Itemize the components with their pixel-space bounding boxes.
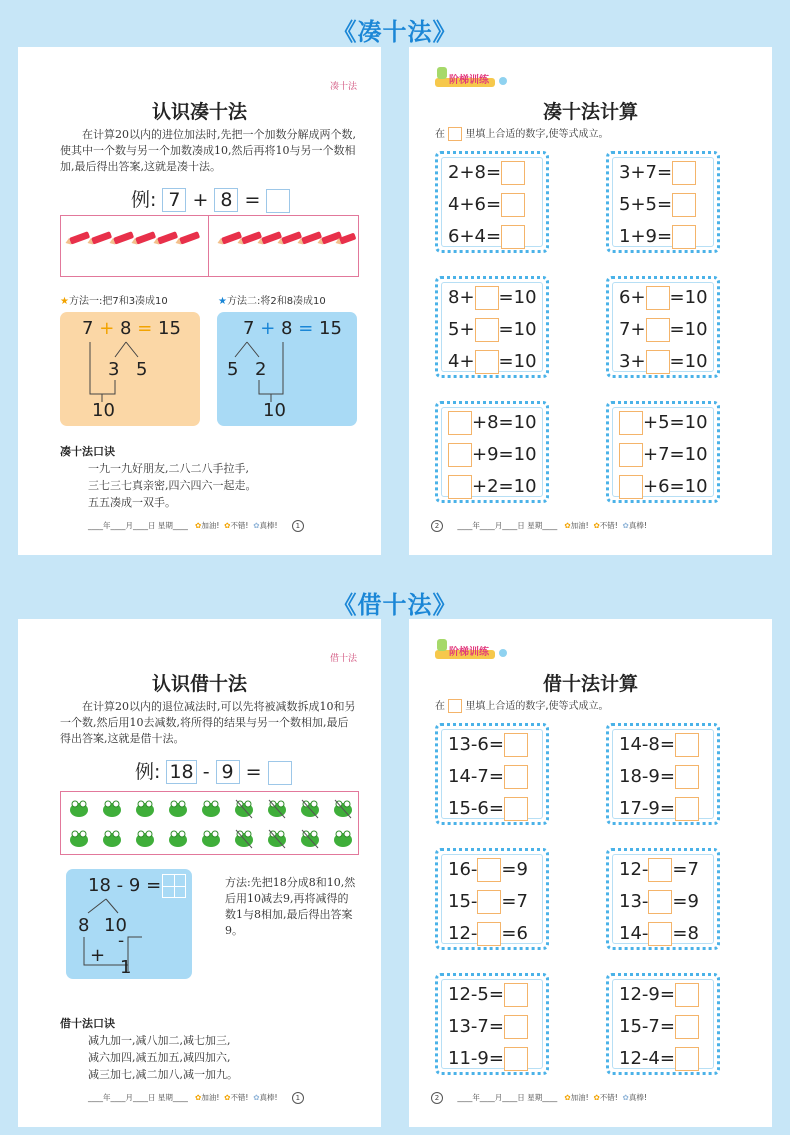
corner-label: 凑十法 <box>330 82 358 92</box>
answer-box[interactable] <box>672 225 696 249</box>
problem-text: 15-7= <box>619 1016 675 1037</box>
problem-text: 12- <box>619 859 649 880</box>
problem-text: =6 <box>501 923 528 944</box>
cheer-icon: ✿ <box>564 1093 571 1102</box>
example-answer-box <box>268 761 292 785</box>
answer-box[interactable] <box>675 983 699 1007</box>
answer-box[interactable] <box>477 890 501 914</box>
problem-row <box>448 474 537 500</box>
problem-text: =10 <box>669 351 708 372</box>
problem-text: =10 <box>498 319 537 340</box>
cheer-icon: ✿ <box>224 521 231 530</box>
page-footer: ____年____月____日 星期____ ✿加油! ✿不错! ✿真棒! 1 <box>88 520 304 532</box>
problem-row <box>619 921 699 947</box>
example-label: 例: <box>135 761 161 783</box>
frog-icon <box>70 831 88 847</box>
problem-text: =7 <box>501 891 528 912</box>
problem-row <box>448 410 537 436</box>
answer-box[interactable] <box>675 1015 699 1039</box>
method1-split-b: 5 <box>136 359 148 380</box>
answer-box[interactable] <box>448 475 472 499</box>
pencils-icon <box>61 216 358 276</box>
problem-row <box>619 796 699 822</box>
answer-box[interactable] <box>501 161 525 185</box>
page-footer: 2 ____年____月____日 星期____ ✿加油! ✿不错! ✿真棒! <box>431 1092 647 1104</box>
answer-box[interactable] <box>646 286 670 310</box>
problem-text: 2+8= <box>448 162 502 183</box>
answer-box[interactable] <box>475 350 499 374</box>
answer-box[interactable] <box>675 765 699 789</box>
ladder-icon <box>437 639 447 651</box>
rhyme-line-2: 三七三七真亲密,四六四六一起走。 <box>88 479 257 492</box>
method1-tree-lines <box>60 312 200 426</box>
sample-box-icon <box>448 127 462 141</box>
frog-icon <box>103 801 121 817</box>
problem-text: 12-5= <box>448 984 504 1005</box>
answer-box[interactable] <box>504 733 528 757</box>
problem-row <box>448 160 525 186</box>
method1-equation: 7 + 8 = 15 <box>82 318 181 339</box>
cheer-icon: ✿ <box>224 1093 231 1102</box>
page-right-jieShi <box>409 619 772 1127</box>
section-title-jieShi: 《借十法》 <box>332 591 458 619</box>
answer-box[interactable] <box>501 193 525 217</box>
page-left-couShi <box>18 47 381 555</box>
page-heading: 认识借十法 <box>151 673 247 695</box>
instruction: 在 里填上合适的数字,使等式成立。 <box>435 129 609 140</box>
answer-box[interactable] <box>504 983 528 1007</box>
answer-box[interactable] <box>648 890 672 914</box>
method1-split-a: 3 <box>108 359 120 380</box>
practice-box <box>606 973 720 1075</box>
practice-box <box>435 401 549 503</box>
problem-text: 12-9= <box>619 984 675 1005</box>
rhyme-title: 凑十法口诀 <box>60 445 115 458</box>
cheer-icon: ✿ <box>622 1093 629 1102</box>
answer-box[interactable] <box>646 318 670 342</box>
rhyme-title: 借十法口诀 <box>60 1017 115 1030</box>
problem-text: 5+5= <box>619 194 673 215</box>
problem-text: 12- <box>448 923 478 944</box>
problem-row <box>619 982 699 1008</box>
problem-text: 12-4= <box>619 1048 675 1069</box>
answer-box[interactable] <box>477 858 501 882</box>
rhyme-line-1: 一九一九好朋友,二八二八手拉手, <box>88 462 249 475</box>
cheer-icon: ✿ <box>253 1093 260 1102</box>
problem-row <box>448 857 528 883</box>
frog-icon <box>136 831 154 847</box>
frogs-illustration <box>60 791 359 855</box>
problem-row <box>619 410 708 436</box>
method2-ten: 10 <box>263 400 286 421</box>
problem-row <box>619 224 696 250</box>
answer-box[interactable] <box>475 286 499 310</box>
practice-box <box>606 723 720 825</box>
problem-text: 13- <box>619 891 649 912</box>
problem-row <box>448 192 525 218</box>
card-split-b: 10 <box>104 915 127 936</box>
answer-box[interactable] <box>619 475 643 499</box>
problem-text: =10 <box>669 319 708 340</box>
example-equation <box>135 757 292 785</box>
problem-row <box>448 1014 528 1040</box>
cheer-icon: ✿ <box>593 521 600 530</box>
star-icon: ★ <box>218 296 227 307</box>
page-number: 2 <box>431 1092 443 1104</box>
answer-box[interactable] <box>648 922 672 946</box>
example-addend-b: 8 <box>214 188 238 212</box>
frogs-icon <box>61 792 358 854</box>
frog-icon <box>301 800 319 818</box>
answer-box[interactable] <box>675 733 699 757</box>
example-label: 例: <box>131 189 157 211</box>
frog-icon <box>235 830 253 848</box>
star-icon: ★ <box>60 296 69 307</box>
corner-label: 借十法 <box>330 654 358 664</box>
answer-box[interactable] <box>675 797 699 821</box>
frog-icon <box>301 830 319 848</box>
problem-text: 4+ <box>448 351 475 372</box>
frog-icon <box>202 801 220 817</box>
problem-text: +8=10 <box>472 412 537 433</box>
rhyme-line-3: 五五凑成一双手。 <box>88 496 176 509</box>
example-minuend: 18 <box>166 760 196 784</box>
problem-text: 1+9= <box>619 226 673 247</box>
problem-row <box>448 732 528 758</box>
answer-box[interactable] <box>475 318 499 342</box>
problem-row <box>619 1014 699 1040</box>
problem-row <box>448 317 537 343</box>
problem-row <box>448 1046 528 1072</box>
frog-icon <box>202 831 220 847</box>
answer-box[interactable] <box>448 443 472 467</box>
example-equation <box>131 185 290 213</box>
practice-box <box>435 973 549 1075</box>
frog-icon <box>103 831 121 847</box>
problem-text: 13-7= <box>448 1016 504 1037</box>
problem-row <box>619 160 696 186</box>
frog-icon <box>136 801 154 817</box>
answer-box[interactable] <box>504 765 528 789</box>
problem-text: 3+ <box>619 351 646 372</box>
problem-text: 14-8= <box>619 734 675 755</box>
frog-icon <box>334 831 352 847</box>
problem-row <box>619 317 708 343</box>
sample-box-icon <box>448 699 462 713</box>
answer-box[interactable] <box>672 193 696 217</box>
problem-row <box>619 285 708 311</box>
page-footer: ____年____月____日 星期____ ✿加油! ✿不错! ✿真棒! 1 <box>88 1092 304 1104</box>
cheer-icon: ✿ <box>195 1093 202 1102</box>
answer-box[interactable] <box>448 411 472 435</box>
problem-row <box>448 442 537 468</box>
problem-text: +6=10 <box>643 476 708 497</box>
ladder-training-badge: 阶梯训练 <box>435 65 507 91</box>
problem-text: =9 <box>672 891 699 912</box>
problem-text: 7+ <box>619 319 646 340</box>
frog-icon <box>235 800 253 818</box>
example-eq: = <box>244 189 261 211</box>
method2-split-a: 5 <box>227 359 239 380</box>
method2-label: ★方法二:将2和8凑成10 <box>218 296 326 307</box>
page-heading: 借十法计算 <box>542 673 638 695</box>
problem-text: +9=10 <box>472 444 537 465</box>
answer-box[interactable] <box>648 858 672 882</box>
problem-text: 3+7= <box>619 162 673 183</box>
problem-text: =8 <box>672 923 699 944</box>
page-right-couShi <box>409 47 772 555</box>
problem-text: 17-9= <box>619 798 675 819</box>
answer-box[interactable] <box>504 797 528 821</box>
example-subtrahend: 9 <box>216 760 240 784</box>
example-addend-a: 7 <box>162 188 186 212</box>
practice-box <box>435 723 549 825</box>
problem-row <box>619 192 696 218</box>
problem-text: 6+ <box>619 287 646 308</box>
practice-box <box>435 276 549 378</box>
practice-box <box>606 401 720 503</box>
example-op: - <box>202 761 210 783</box>
problem-text: 6+4= <box>448 226 502 247</box>
problem-text: =10 <box>669 287 708 308</box>
problem-row <box>448 796 528 822</box>
problem-text: +2=10 <box>472 476 537 497</box>
problem-text: 16- <box>448 859 478 880</box>
problem-text: 11-9= <box>448 1048 504 1069</box>
answer-box[interactable] <box>504 1047 528 1071</box>
problem-text: 8+ <box>448 287 475 308</box>
practice-box <box>435 848 549 950</box>
page-footer: 2 ____年____月____日 星期____ ✿加油! ✿不错! ✿真棒! <box>431 520 647 532</box>
problem-row <box>619 442 708 468</box>
practice-box <box>435 151 549 253</box>
problem-row <box>448 889 528 915</box>
card-minus-sign: - <box>118 931 125 951</box>
answer-box[interactable] <box>504 1015 528 1039</box>
problem-row <box>619 1046 699 1072</box>
frog-icon <box>169 801 187 817</box>
page-number: 2 <box>431 520 443 532</box>
example-answer-box <box>266 189 290 213</box>
method2-split-b: 2 <box>255 359 267 380</box>
borrow-ten-card <box>66 869 192 979</box>
problem-text: 14- <box>619 923 649 944</box>
ladder-icon <box>437 67 447 79</box>
answer-box[interactable] <box>646 350 670 374</box>
problem-row <box>619 732 699 758</box>
problem-text: 4+6= <box>448 194 502 215</box>
frog-icon <box>268 800 286 818</box>
intro-paragraph: 在计算20以内的进位加法时,先把一个加数分解成两个数,使其中一个数与另一个加数凑成10,然后再将10与另一个数相加,最后得出答案,这就是凑十法。 <box>60 128 356 173</box>
instruction: 在 里填上合适的数字,使等式成立。 <box>435 701 609 712</box>
example-eq: = <box>245 761 262 783</box>
example-op: + <box>192 189 209 211</box>
method1-ten: 10 <box>92 400 115 421</box>
practice-box <box>606 151 720 253</box>
problem-text: 18-9= <box>619 766 675 787</box>
answer-box[interactable] <box>675 1047 699 1071</box>
problem-row <box>448 285 537 311</box>
problem-row <box>619 889 699 915</box>
problem-row <box>448 764 528 790</box>
problem-text: 14-7= <box>448 766 504 787</box>
problem-text: =9 <box>501 859 528 880</box>
card-equation: 18 - 9 = <box>88 875 162 896</box>
cheer-icon: ✿ <box>593 1093 600 1102</box>
cheer-icon: ✿ <box>195 521 202 530</box>
problem-text: 15- <box>448 891 478 912</box>
rhyme-line-3: 减三加七,减二加八,减一加九。 <box>88 1068 238 1081</box>
rhyme-line-2: 减六加四,减五加五,减四加六, <box>88 1051 231 1064</box>
problem-text: +5=10 <box>643 412 708 433</box>
page-left-jieShi <box>18 619 381 1127</box>
problem-text: =10 <box>498 351 537 372</box>
answer-box[interactable] <box>672 161 696 185</box>
method2-card <box>217 312 357 426</box>
answer-box[interactable] <box>619 411 643 435</box>
practice-box <box>606 276 720 378</box>
section-title-couShi: 《凑十法》 <box>332 18 458 46</box>
card-split-a: 8 <box>78 915 90 936</box>
page-heading: 凑十法计算 <box>542 101 638 123</box>
method2-equation: 7 + 8 = 15 <box>243 318 342 339</box>
frog-icon <box>169 831 187 847</box>
problem-row <box>619 474 708 500</box>
rhyme-line-1: 减九加一,减八加二,减七加三, <box>88 1034 231 1047</box>
answer-box[interactable] <box>501 225 525 249</box>
problem-text: 15-6= <box>448 798 504 819</box>
card-result-one: 1 <box>120 957 132 978</box>
cheer-icon: ✿ <box>564 521 571 530</box>
problem-text: 5+ <box>448 319 475 340</box>
problem-text: =7 <box>672 859 699 880</box>
problem-row <box>448 921 528 947</box>
problem-row <box>619 857 699 883</box>
method-description: 方法:先把18分成8和10,然后用10减去9,再将减得的数1与8相加,最后得出答案9。 <box>225 876 356 937</box>
cheer-icon: ✿ <box>253 521 260 530</box>
card-plus-sign: + <box>90 945 106 966</box>
problem-text: +7=10 <box>643 444 708 465</box>
problem-text: =10 <box>498 287 537 308</box>
problem-row <box>448 349 537 375</box>
intro-paragraph: 在计算20以内的退位减法时,可以先将被减数拆成10和另一个数,然后用10去减数,将所得的结果与另一个数相加,最后得出答案,这就是借十法。 <box>60 700 356 745</box>
answer-box[interactable] <box>477 922 501 946</box>
method1-card <box>60 312 200 426</box>
cheer-icon: ✿ <box>622 521 629 530</box>
method1-label: ★方法一:把7和3凑成10 <box>60 296 168 307</box>
page-number: 1 <box>292 520 304 532</box>
answer-box[interactable] <box>619 443 643 467</box>
problem-row <box>448 224 525 250</box>
ladder-training-badge: 阶梯训练 <box>435 637 507 663</box>
frog-icon <box>268 830 286 848</box>
problem-text: 13-6= <box>448 734 504 755</box>
problem-row <box>619 764 699 790</box>
frog-icon <box>334 800 352 818</box>
page-number: 1 <box>292 1092 304 1104</box>
problem-row <box>619 349 708 375</box>
practice-box <box>606 848 720 950</box>
page-heading: 认识凑十法 <box>151 101 247 123</box>
pencils-illustration <box>60 215 359 277</box>
problem-row <box>448 982 528 1008</box>
frog-icon <box>70 801 88 817</box>
